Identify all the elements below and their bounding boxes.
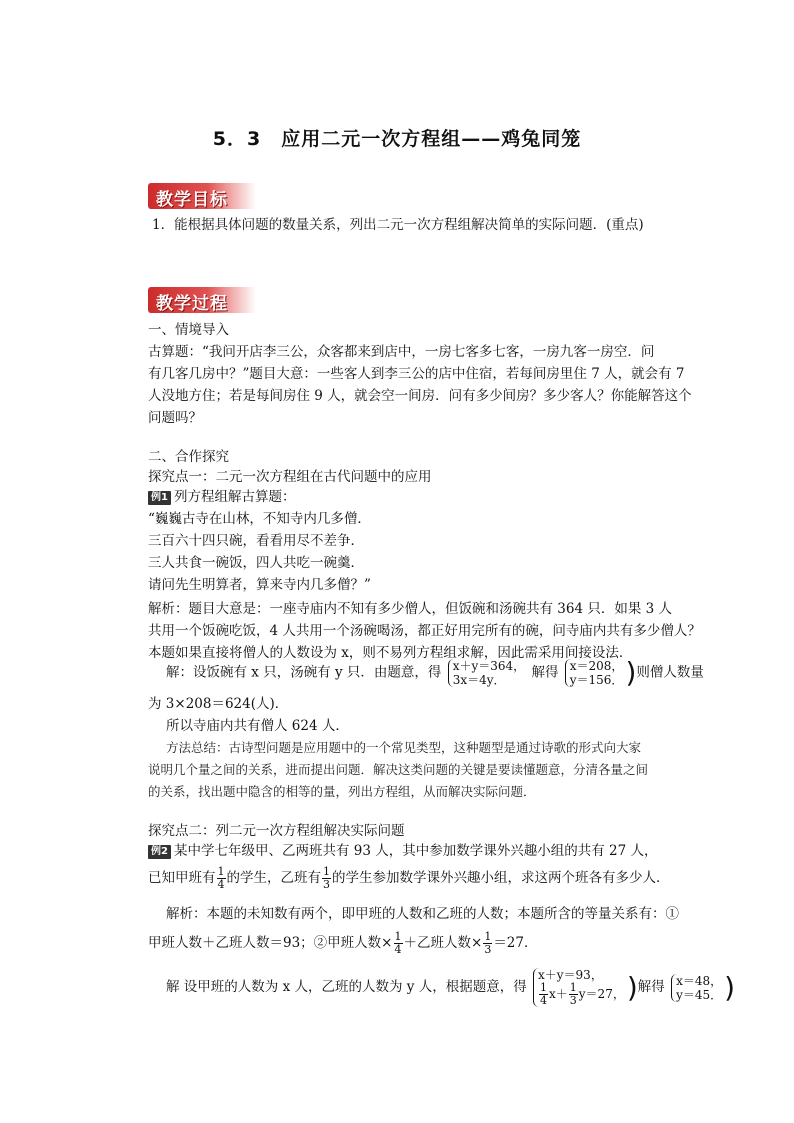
text-span: y＝27，: [578, 987, 625, 1001]
fraction-one-third: [322, 866, 331, 891]
paragraph-line: 有几客几房中？”题目大意：一些客人到李三公的店中住宿，若每间房里住 7 人，就会有 7: [148, 366, 685, 382]
solution-system: [565, 659, 624, 687]
analysis-2-line: 解析：本题的未知数有两个，即甲班的人数和乙班的人数；本题所含的等量关系有：①: [166, 906, 679, 922]
equation-row: y＝45．: [676, 987, 723, 1002]
fraction-denominator: 4: [540, 994, 547, 1007]
objective-item-1: 1．能根据具体问题的数量关系，列出二元一次方程组解决简单的实际问题．(重点): [152, 217, 644, 233]
closing-paren: ): [626, 970, 638, 1004]
objectives-banner-text: 教学目标: [156, 190, 228, 210]
example-1: [148, 487, 295, 507]
equation-system: [533, 968, 625, 1007]
solution-2: [166, 968, 735, 1007]
text-span: ＋乙班人数×: [403, 935, 483, 951]
exploration-point-1: 探究点一：二元一次方程组在古代问题中的应用: [148, 469, 432, 485]
equation-row: x＋y＝364，: [452, 659, 526, 673]
text-span: ＝27．: [493, 935, 538, 951]
poem-line: “巍巍古寺在山林，不知寺内几多僧．: [148, 511, 371, 527]
example-2: [148, 841, 658, 861]
equation-row: x＝48，: [676, 973, 723, 988]
text-span: x＋: [549, 987, 568, 1001]
fraction-numerator: 1: [484, 930, 492, 943]
analysis-2-line: [148, 931, 538, 956]
fraction-one-third: [569, 982, 578, 1007]
paragraph-line: 人没地方住；若是每间房住 9 人，就会空一间房．问有多少间房？多少客人？你能解答这个: [148, 388, 692, 404]
solution-system: [671, 974, 722, 1002]
example-1-title: 列方程组解古算题：: [173, 489, 296, 505]
solution-line: 所以寺庙内共有僧人 624 人．: [166, 718, 349, 734]
fraction-one-quarter: [217, 866, 226, 891]
solution-line: 为 3×208＝624(人)．: [148, 696, 289, 712]
solution-1-text: 则僧人数量: [636, 664, 704, 681]
equation-row: y＝156．: [569, 673, 624, 687]
fraction-numerator: 1: [394, 930, 402, 943]
exploration-point-2: 探究点二：列二元一次方程组解决实际问题: [148, 823, 405, 839]
paragraph-line: 古算题：“我问开店李三公，众客都来到店中，一房七客多七客，一房九客一房空．问: [148, 344, 655, 360]
fraction-denominator: 4: [217, 878, 225, 891]
solution-1: [166, 656, 704, 689]
text-span: 的学生参加数学课外兴趣小组，求这两个班各有多少人．: [332, 870, 670, 886]
analysis-line: 共用一个饭碗吃饭，4 人共用一个汤碗喝汤，都正好用完所有的碗，问寺庙内共有多少僧人？: [148, 623, 701, 639]
poem-line: 请问先生明算者，算来寺内几多僧？”: [148, 577, 371, 593]
section-heading-2: 二、合作探究: [148, 449, 229, 465]
page-title: 5．3 应用二元一次方程组——鸡兔同笼: [212, 128, 582, 150]
analysis-line: 本题如果直接将僧人的人数设为 x，则不易列方程组求解，因此需采用间接设法．: [148, 645, 633, 661]
fraction-denominator: 3: [569, 994, 577, 1007]
text-span: 甲班人数＋乙班人数＝93；②甲班人数×: [148, 935, 393, 951]
method-summary-line: 的关系，找出题中隐含的相等的量，列出方程组，从而解决实际问题．: [148, 784, 536, 799]
fraction-one-quarter: [394, 931, 403, 956]
equation-system: [448, 659, 525, 687]
method-summary-line: 方法总结：古诗型问题是应用题中的一个常见类型，这种题型是通过诗歌的形式向大家: [166, 740, 642, 755]
process-banner: [148, 287, 256, 313]
fraction-numerator: 1: [569, 981, 577, 994]
objectives-banner: [148, 183, 256, 209]
process-banner-text: 教学过程: [156, 294, 228, 314]
solution-1-text: 解：设饭碗有 x 只，汤碗有 y 只．由题意，得: [166, 664, 442, 681]
equation-row: x＝208，: [569, 659, 624, 673]
poem-line: 三百六十四只碗，看看用尽不差争．: [148, 533, 364, 549]
fraction-denominator: 3: [323, 878, 330, 891]
fraction-denominator: 3: [484, 943, 492, 956]
example-2-text: 某中学七年级甲、乙两班共有 93 人，其中参加数学课外兴趣小组的共有 27 人，: [173, 843, 658, 859]
solution-2-text: 解得: [637, 979, 665, 995]
equation-row: 3x＝4y．: [452, 673, 506, 687]
equation-row: [538, 982, 625, 1007]
example-2-line: [148, 866, 670, 891]
fraction-one-third: [483, 931, 492, 956]
equation-row: x＋y＝93，: [538, 968, 603, 982]
fraction-numerator: 1: [323, 865, 330, 878]
text-span: 的学生，乙班有: [226, 870, 321, 886]
fraction-numerator: 1: [217, 865, 225, 878]
example-2-badge: 例2: [148, 845, 171, 859]
paragraph-line: 问题吗？: [148, 410, 202, 426]
text-span: 已知甲班有: [148, 870, 216, 886]
section-heading-1: 一、情境导入: [148, 322, 229, 338]
solution-2-text: 解 设甲班的人数为 x 人，乙班的人数为 y 人，根据题意，得: [166, 979, 527, 995]
poem-line: 三人共食一碗饭，四人共吃一碗羹．: [148, 555, 364, 571]
fraction-numerator: 1: [540, 981, 547, 994]
closing-paren: ): [724, 970, 736, 1004]
method-summary-line: 说明几个量之间的关系，进而提出问题．解决这类问题的关键是要读懂题意，分清各量之间: [148, 762, 649, 777]
solution-1-text: 解得: [531, 664, 559, 681]
fraction-denominator: 4: [394, 943, 402, 956]
analysis-line: 解析：题目大意是：一座寺庙内不知有多少僧人，但饭碗和汤碗共有 364 只．如果 3 人: [148, 601, 673, 617]
example-1-badge: 例1: [148, 491, 171, 505]
closing-paren: ): [625, 656, 637, 689]
fraction-one-quarter: [539, 982, 548, 1007]
